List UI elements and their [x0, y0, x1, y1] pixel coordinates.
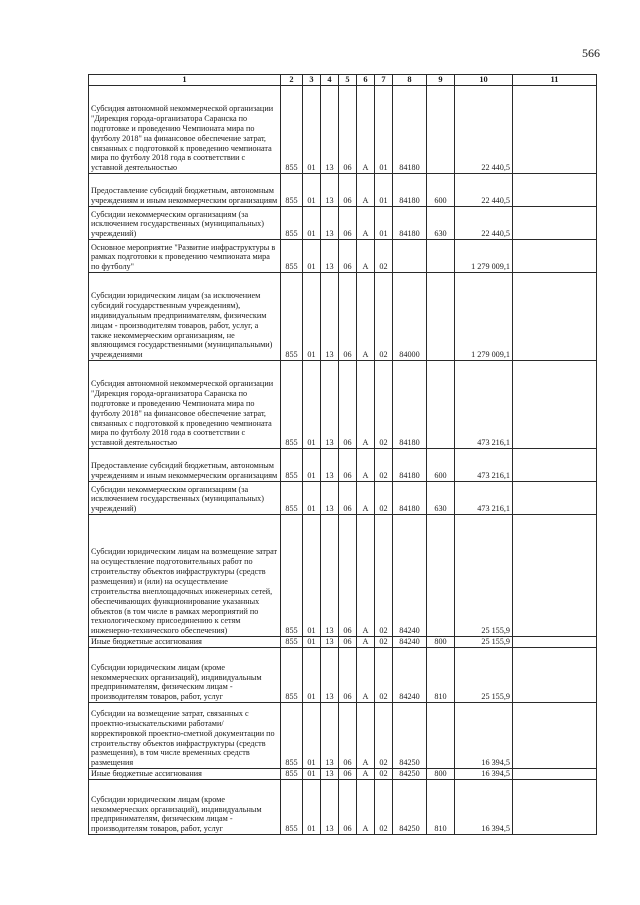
- row-cell-5: 06: [339, 637, 357, 648]
- row-cell-6: А: [357, 648, 375, 703]
- row-cell-4: 13: [321, 769, 339, 780]
- row-cell-10: 25 155,9: [455, 648, 513, 703]
- table-row: [89, 240, 597, 273]
- row-cell-11: [513, 703, 597, 769]
- page-number: 566: [582, 46, 600, 60]
- table-row: [89, 361, 597, 449]
- table-row: [89, 86, 597, 174]
- row-cell-8: 84240: [393, 637, 427, 648]
- table-row: [89, 780, 597, 835]
- row-cell-8: 84240: [393, 648, 427, 703]
- row-cell-4: 13: [321, 703, 339, 769]
- row-cell-7: 02: [375, 769, 393, 780]
- row-cell-11: [513, 86, 597, 174]
- row-cell-9: [427, 515, 455, 637]
- table-header-row: [89, 75, 597, 86]
- row-cell-11: [513, 769, 597, 780]
- row-cell-5: 06: [339, 207, 357, 240]
- row-cell-9: 810: [427, 648, 455, 703]
- row-cell-4: 13: [321, 174, 339, 207]
- row-cell-8: 84180: [393, 361, 427, 449]
- table-row: [89, 207, 597, 240]
- row-cell-6: А: [357, 361, 375, 449]
- row-cell-7: 02: [375, 240, 393, 273]
- row-cell-9: 630: [427, 207, 455, 240]
- row-cell-5: 06: [339, 780, 357, 835]
- row-cell-11: [513, 482, 597, 515]
- row-description: Субсидии юридическим лицам (кроме некоммерческих организаций), индивидуальным предпринимателям, физическим лицам - производителям товаров, работ, услуг: [89, 648, 281, 703]
- row-cell-4: 13: [321, 86, 339, 174]
- row-cell-6: А: [357, 780, 375, 835]
- table-row: [89, 174, 597, 207]
- row-cell-9: [427, 703, 455, 769]
- row-cell-4: 13: [321, 449, 339, 482]
- row-cell-2: 855: [281, 207, 303, 240]
- row-cell-11: [513, 648, 597, 703]
- row-description: Субсидии юридическим лицам (за исключением субсидий государственным учреждениям), индивидуальным предпринимателям, физическим лицам - производителям товаров, работ, услуг, а также некоммерческим организациям, не являющимся государственными (муниципальными) учреждениями: [89, 273, 281, 361]
- row-cell-9: [427, 86, 455, 174]
- header-cell: 8: [393, 75, 427, 86]
- row-cell-6: А: [357, 174, 375, 207]
- row-cell-4: 13: [321, 515, 339, 637]
- row-cell-8: 84180: [393, 86, 427, 174]
- table-row: [89, 449, 597, 482]
- row-cell-10: 16 394,5: [455, 703, 513, 769]
- header-cell: 7: [375, 75, 393, 86]
- row-cell-7: 01: [375, 174, 393, 207]
- row-cell-5: 06: [339, 703, 357, 769]
- row-description: Субсидии юридическим лицам (кроме некоммерческих организаций), индивидуальным предпринимателям, физическим лицам - производителям товаров, работ, услуг: [89, 780, 281, 835]
- row-cell-9: [427, 240, 455, 273]
- row-cell-2: 855: [281, 240, 303, 273]
- row-cell-7: 02: [375, 482, 393, 515]
- row-cell-8: 84250: [393, 769, 427, 780]
- row-cell-7: 01: [375, 86, 393, 174]
- row-cell-10: 473 216,1: [455, 449, 513, 482]
- row-cell-6: А: [357, 449, 375, 482]
- row-cell-8: 84180: [393, 207, 427, 240]
- row-cell-3: 01: [303, 361, 321, 449]
- row-cell-3: 01: [303, 207, 321, 240]
- row-cell-3: 01: [303, 648, 321, 703]
- row-cell-11: [513, 240, 597, 273]
- row-cell-6: А: [357, 703, 375, 769]
- table-row: [89, 637, 597, 648]
- table-row: [89, 769, 597, 780]
- row-cell-8: 84180: [393, 449, 427, 482]
- table-row: [89, 648, 597, 703]
- row-cell-5: 06: [339, 482, 357, 515]
- row-cell-3: 01: [303, 780, 321, 835]
- row-description: Субсидия автономной некоммерческой организации "Дирекция города-организатора Саранска по подготовке и проведению Чемпионата мира по футболу 2018" на финансовое обеспечение затрат, связанных с подготовкой к проведению чемпионата мира по футболу 2018 года в соответствии с уставной деятельностью: [89, 86, 281, 174]
- header-cell: 9: [427, 75, 455, 86]
- row-description: Иные бюджетные ассигнования: [89, 637, 281, 648]
- row-description: Предоставление субсидий бюджетным, автономным учреждениям и иным некоммерческим организациям: [89, 449, 281, 482]
- row-cell-11: [513, 780, 597, 835]
- row-cell-4: 13: [321, 240, 339, 273]
- row-cell-5: 06: [339, 648, 357, 703]
- table-row: [89, 273, 597, 361]
- row-cell-3: 01: [303, 240, 321, 273]
- row-cell-3: 01: [303, 769, 321, 780]
- row-cell-7: 02: [375, 637, 393, 648]
- row-cell-6: А: [357, 769, 375, 780]
- row-description: Субсидии некоммерческим организациям (за исключением государственных (муниципальных) учреждений): [89, 482, 281, 515]
- row-cell-2: 855: [281, 780, 303, 835]
- row-cell-9: 600: [427, 174, 455, 207]
- row-cell-10: 473 216,1: [455, 482, 513, 515]
- header-cell: 4: [321, 75, 339, 86]
- row-cell-7: 02: [375, 273, 393, 361]
- row-cell-10: 22 440,5: [455, 174, 513, 207]
- row-cell-10: 22 440,5: [455, 86, 513, 174]
- row-cell-6: А: [357, 515, 375, 637]
- row-cell-3: 01: [303, 515, 321, 637]
- row-cell-3: 01: [303, 449, 321, 482]
- row-description: Субсидии юридическим лицам на возмещение затрат на осуществление подготовительных работ по строительству объектов инфраструктуры (средств размещения) и (или) на осуществление строительства внеплощадочных инженерных сетей, обеспечивающих функционирование указанных объектов (в том числе в рамках мероприятий по технологическому присоединению к сетям инженерно-технического обеспечения): [89, 515, 281, 637]
- row-description: Основное мероприятие "Развитие инфраструктуры в рамках подготовки к проведению чемпионата мира по футболу": [89, 240, 281, 273]
- row-cell-4: 13: [321, 361, 339, 449]
- row-cell-9: 630: [427, 482, 455, 515]
- table-row: [89, 703, 597, 769]
- row-cell-7: 02: [375, 780, 393, 835]
- row-cell-6: А: [357, 637, 375, 648]
- row-cell-9: [427, 361, 455, 449]
- row-cell-8: 84180: [393, 174, 427, 207]
- row-cell-10: 22 440,5: [455, 207, 513, 240]
- row-cell-7: 01: [375, 207, 393, 240]
- header-cell: 6: [357, 75, 375, 86]
- row-cell-4: 13: [321, 648, 339, 703]
- budget-table: [88, 74, 597, 835]
- header-cell: 3: [303, 75, 321, 86]
- row-cell-6: А: [357, 273, 375, 361]
- row-cell-11: [513, 361, 597, 449]
- header-cell: 1: [89, 75, 281, 86]
- row-cell-5: 06: [339, 361, 357, 449]
- row-cell-3: 01: [303, 482, 321, 515]
- row-cell-2: 855: [281, 515, 303, 637]
- row-cell-3: 01: [303, 637, 321, 648]
- budget-table-container: [88, 74, 597, 835]
- row-cell-8: 84250: [393, 780, 427, 835]
- row-cell-7: 02: [375, 515, 393, 637]
- row-cell-2: 855: [281, 482, 303, 515]
- row-cell-8: 84240: [393, 515, 427, 637]
- row-cell-10: 16 394,5: [455, 769, 513, 780]
- row-cell-7: 02: [375, 449, 393, 482]
- row-cell-5: 06: [339, 174, 357, 207]
- header-cell: 5: [339, 75, 357, 86]
- row-cell-9: [427, 273, 455, 361]
- row-cell-6: А: [357, 482, 375, 515]
- row-cell-10: 25 155,9: [455, 637, 513, 648]
- row-cell-7: 02: [375, 648, 393, 703]
- row-cell-2: 855: [281, 637, 303, 648]
- row-cell-3: 01: [303, 273, 321, 361]
- header-cell: 2: [281, 75, 303, 86]
- row-cell-9: 600: [427, 449, 455, 482]
- row-cell-5: 06: [339, 449, 357, 482]
- row-cell-6: А: [357, 86, 375, 174]
- row-description: Субсидия автономной некоммерческой организации "Дирекция города-организатора Саранска по подготовке и проведению Чемпионата мира по футболу 2018" на финансовое обеспечение затрат, связанных с подготовкой к проведению чемпионата мира по футболу 2018 года в соответствии с уставной деятельностью: [89, 361, 281, 449]
- row-cell-2: 855: [281, 174, 303, 207]
- row-description: Предоставление субсидий бюджетным, автономным учреждениям и иным некоммерческим организациям: [89, 174, 281, 207]
- row-cell-6: А: [357, 240, 375, 273]
- header-cell: 11: [513, 75, 597, 86]
- row-cell-11: [513, 207, 597, 240]
- row-cell-3: 01: [303, 86, 321, 174]
- row-cell-2: 855: [281, 449, 303, 482]
- row-cell-5: 06: [339, 515, 357, 637]
- row-cell-2: 855: [281, 361, 303, 449]
- row-description: Субсидии некоммерческим организациям (за исключением государственных (муниципальных) учреждений): [89, 207, 281, 240]
- row-cell-11: [513, 637, 597, 648]
- row-cell-10: 25 155,9: [455, 515, 513, 637]
- row-cell-9: 810: [427, 780, 455, 835]
- row-description: Субсидии на возмещение затрат, связанных с проектно-изыскательскими работами/корректировкой проектно-сметной документации по строительству объектов инфраструктуры (средств размещения), в том числе временных средств размещения: [89, 703, 281, 769]
- row-cell-4: 13: [321, 780, 339, 835]
- row-cell-11: [513, 449, 597, 482]
- row-cell-6: А: [357, 207, 375, 240]
- row-cell-2: 855: [281, 648, 303, 703]
- row-cell-5: 06: [339, 769, 357, 780]
- table-row: [89, 515, 597, 637]
- row-cell-4: 13: [321, 207, 339, 240]
- row-cell-8: 84180: [393, 482, 427, 515]
- row-cell-5: 06: [339, 240, 357, 273]
- row-cell-2: 855: [281, 769, 303, 780]
- row-cell-11: [513, 174, 597, 207]
- row-cell-3: 01: [303, 703, 321, 769]
- row-cell-9: 800: [427, 637, 455, 648]
- row-cell-8: 84250: [393, 703, 427, 769]
- header-cell: 10: [455, 75, 513, 86]
- row-cell-8: 84000: [393, 273, 427, 361]
- row-cell-10: 16 394,5: [455, 780, 513, 835]
- row-cell-5: 06: [339, 86, 357, 174]
- row-cell-4: 13: [321, 637, 339, 648]
- row-cell-10: 1 279 009,1: [455, 240, 513, 273]
- table-row: [89, 482, 597, 515]
- row-cell-8: [393, 240, 427, 273]
- row-cell-10: 473 216,1: [455, 361, 513, 449]
- row-cell-11: [513, 273, 597, 361]
- row-cell-3: 01: [303, 174, 321, 207]
- row-cell-2: 855: [281, 273, 303, 361]
- row-cell-5: 06: [339, 273, 357, 361]
- row-cell-7: 02: [375, 361, 393, 449]
- row-cell-4: 13: [321, 273, 339, 361]
- row-cell-4: 13: [321, 482, 339, 515]
- row-cell-2: 855: [281, 86, 303, 174]
- row-cell-11: [513, 515, 597, 637]
- row-cell-2: 855: [281, 703, 303, 769]
- row-cell-10: 1 279 009,1: [455, 273, 513, 361]
- row-cell-7: 02: [375, 703, 393, 769]
- row-cell-9: 800: [427, 769, 455, 780]
- row-description: Иные бюджетные ассигнования: [89, 769, 281, 780]
